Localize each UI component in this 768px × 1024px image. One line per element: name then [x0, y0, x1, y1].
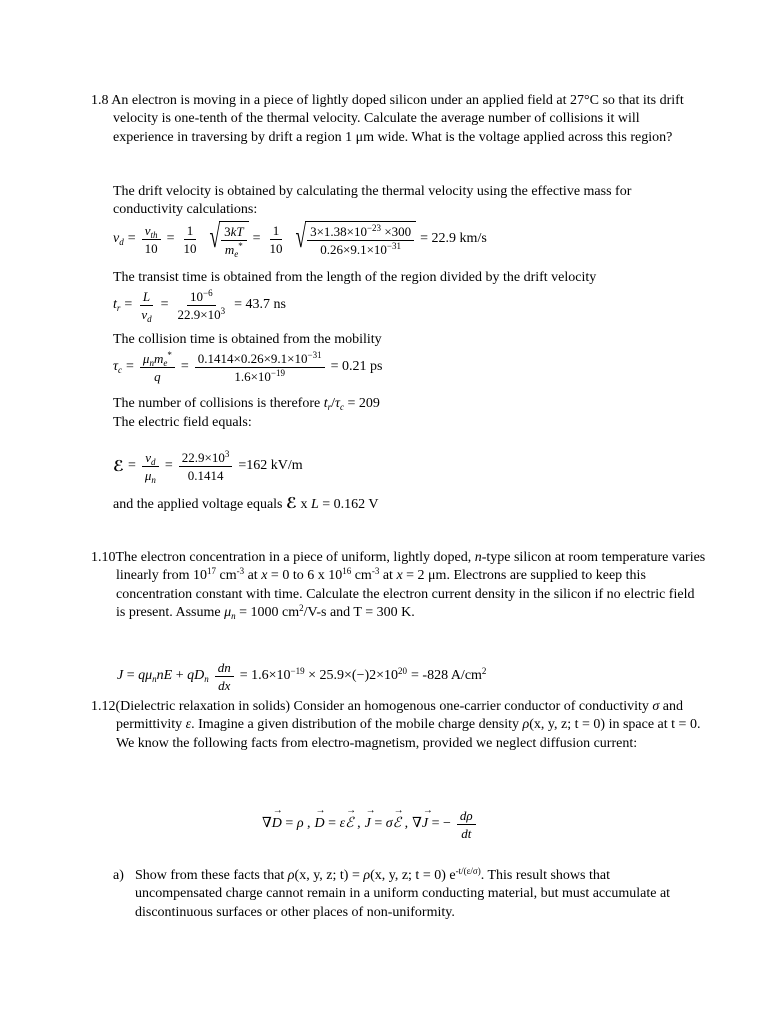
problem-1-12-statement: 1.12(Dielectric relaxation in solids) Consider an homogenous one-carrier conductor of conductivity σ and permittivity ε. Imagine a given distribution of the mobile charge density ρ(x, y, z; t = 0) in space at t = 0. We know the following facts from electro-magnetism, provided we neglect diffusion current: — [91, 699, 701, 751]
problem-number: 1.10 — [91, 550, 116, 565]
equation-drift-velocity: $v_d$ = $\frac{v_{th}}{10}$ = $\frac{1}{10}$ √ $\frac{3kT}{m_e^*}$ = $\frac{1}{10}$ √ $\frac{3\times 1.38\times 10^{-23} \times 300}{0.26\times 9.1\times 10^{-31}}$ = 22.9 km/s — [113, 218, 487, 259]
eq2-result: = 43.7 ns — [234, 297, 286, 313]
problem-text: An electron is moving in a piece of lightly doped silicon under an applied field at 27°C so that its drift velocity is one-tenth of the thermal velocity. Calculate the average number of collisions it will experience in traversing by drift a region 1 μm wide. What is the voltage applied across this region? — [111, 93, 684, 145]
equation-current-density: $J = q\mu_nnE + qD_n$ $\frac{dn}{dx}$ = $1.6\times 10^{-19} \times 25.9\times(-)2\times 10^{20}$ = -828 $A/cm^2$ — [117, 660, 487, 693]
transit-time-text: The transist time is obtained from the length of the region divided by the drift velocity — [113, 270, 597, 285]
eq5-result: = -828 A/cm — [411, 668, 482, 684]
eq3-result: = 0.21 ps — [330, 359, 383, 375]
field-text: The electric field equals: — [113, 415, 252, 430]
part-a-text: Show from these facts that ρ(x, y, z; t) = ρ(x, y, z; t = 0) $e^{-t/(\varepsilon/\sigma)}$. This result shows that uncompensated charge cannot remain in a uniform conducting material, but must accumulate at discontinuous surfaces or other places of non-uniformity. — [135, 866, 671, 920]
problem-1-8-statement — [91, 92, 703, 147]
collisions-count: The number of collisions is therefore $t_r/\tau_c = 209$ — [113, 396, 380, 412]
part-a-label: a) — [113, 868, 124, 883]
eq1-result: = 22.9 km/s — [420, 230, 487, 246]
equation-transit-time: $t_r$ = $\frac{L}{v_d}$ = $\frac{10^{-6}}{22.9\times 10^3}$ = 43.7 ns — [113, 288, 286, 324]
collision-time-text: The collision time is obtained from the mobility — [113, 332, 382, 347]
applied-voltage: and the applied voltage equals ℰ x L = 0.162 V — [113, 494, 379, 512]
equation-collision-time: $\tau_c$ = $\frac{\mu_nm_e^*}{q}$ = $\frac{0.1414\times 0.26\times 9.1\times 10^{-31}}{1.6\times 10^{-19}}$ = 0.21 ps — [113, 350, 383, 384]
equation-electric-field: ℰ = $\frac{v_d}{\mu_n}$ = $\frac{22.9\times 10^3}{0.1414}$ =162 kV/m — [113, 449, 303, 485]
problem-number: 1.8 — [91, 93, 109, 108]
problem-number: 1.12 — [91, 699, 116, 714]
equation-maxwell-relations: ∇→ D = ρ , → D = ε→ ℰ , → J = σ→ ℰ , ∇→ J = − $\frac{d\rho}{dt}$ — [262, 808, 478, 841]
problem-1-10-statement: 1.10The electron concentration in a piece of uniform, lightly doped, n-type silicon at room temperature varies linearly from $10^{17}$ $cm^{-3}$ at x = 0 to 6 x $10^{16}$ $cm^{-3}$ at x = 2 μm. Electrons are supplied to keep this concentration constant with time. Calculate the electron current density in the silicon if no electric field is present. Assume $\mu_n = 1000$ $cm^2/V-s$ and T = 300 K. — [91, 550, 706, 622]
drift-velocity-intro: The drift velocity is obtained by calculating the thermal velocity using the effective mass for conductivity calculations: — [113, 184, 632, 218]
eq4-result: =162 kV/m — [238, 458, 303, 474]
